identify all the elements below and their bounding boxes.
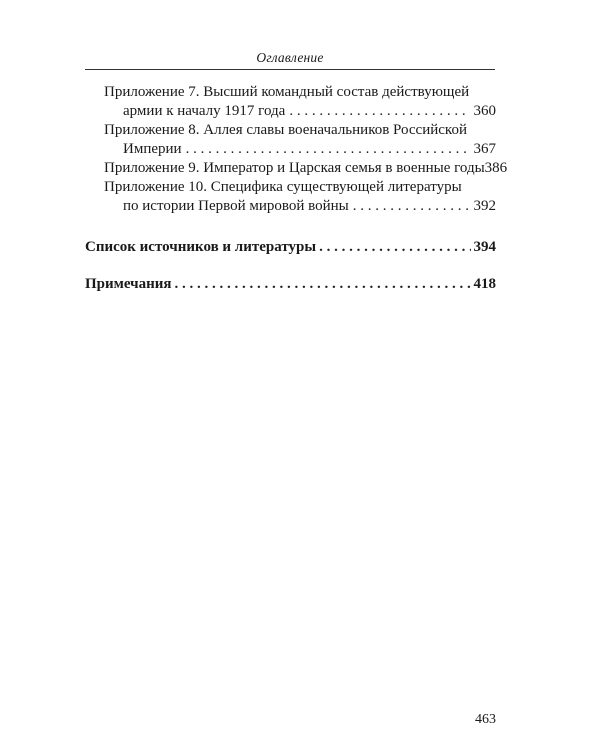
toc-page-number: 360 <box>473 103 496 119</box>
dot-leader <box>319 238 470 257</box>
toc-entry-title: Приложение 10. Специфика существующей литературы <box>104 179 462 195</box>
toc-entry-title-continued: армии к началу 1917 года <box>123 103 286 119</box>
running-header: Оглавление <box>256 50 324 65</box>
toc-page-number: 418 <box>473 276 496 292</box>
toc-entry-title: Примечания <box>85 276 172 292</box>
toc-entry-title-continued: Империи <box>123 141 182 157</box>
toc-entry-appendix-8-line-1 <box>85 121 496 140</box>
toc-page-number: 394 <box>473 239 496 255</box>
toc-entry-title: Приложение 7. Высший командный состав действующей <box>104 84 470 100</box>
table-of-contents <box>85 83 508 294</box>
toc-entry-appendix-10-line-2 <box>85 197 496 216</box>
dot-leader <box>353 197 470 216</box>
toc-entry-title: Приложение 9. Император и Царская семья в военные годы <box>104 160 485 176</box>
toc-page-number: 386 <box>484 160 508 176</box>
toc-entry-appendix-8-line-2 <box>85 140 496 159</box>
toc-entry-notes <box>85 275 496 294</box>
toc-entry-appendix-10-line-1 <box>85 178 496 197</box>
toc-entry-appendix-9 <box>85 159 508 178</box>
toc-entry-title: Приложение 8. Аллея славы военачальников Российской <box>104 122 467 138</box>
dot-leader <box>175 275 471 294</box>
header-rule <box>85 69 495 70</box>
dot-leader <box>289 102 469 121</box>
toc-entry-title: Список источников и литературы <box>85 239 317 255</box>
dot-leader <box>186 140 470 159</box>
toc-entry-appendix-7-line-2 <box>85 102 496 121</box>
toc-page-number: 367 <box>473 141 496 157</box>
page-number: 463 <box>475 712 496 727</box>
toc-entry-sources <box>85 238 496 257</box>
toc-entry-title-continued: по истории Первой мировой войны <box>123 198 349 214</box>
toc-entry-appendix-7-line-1 <box>85 83 496 102</box>
toc-page-number: 392 <box>473 198 496 214</box>
